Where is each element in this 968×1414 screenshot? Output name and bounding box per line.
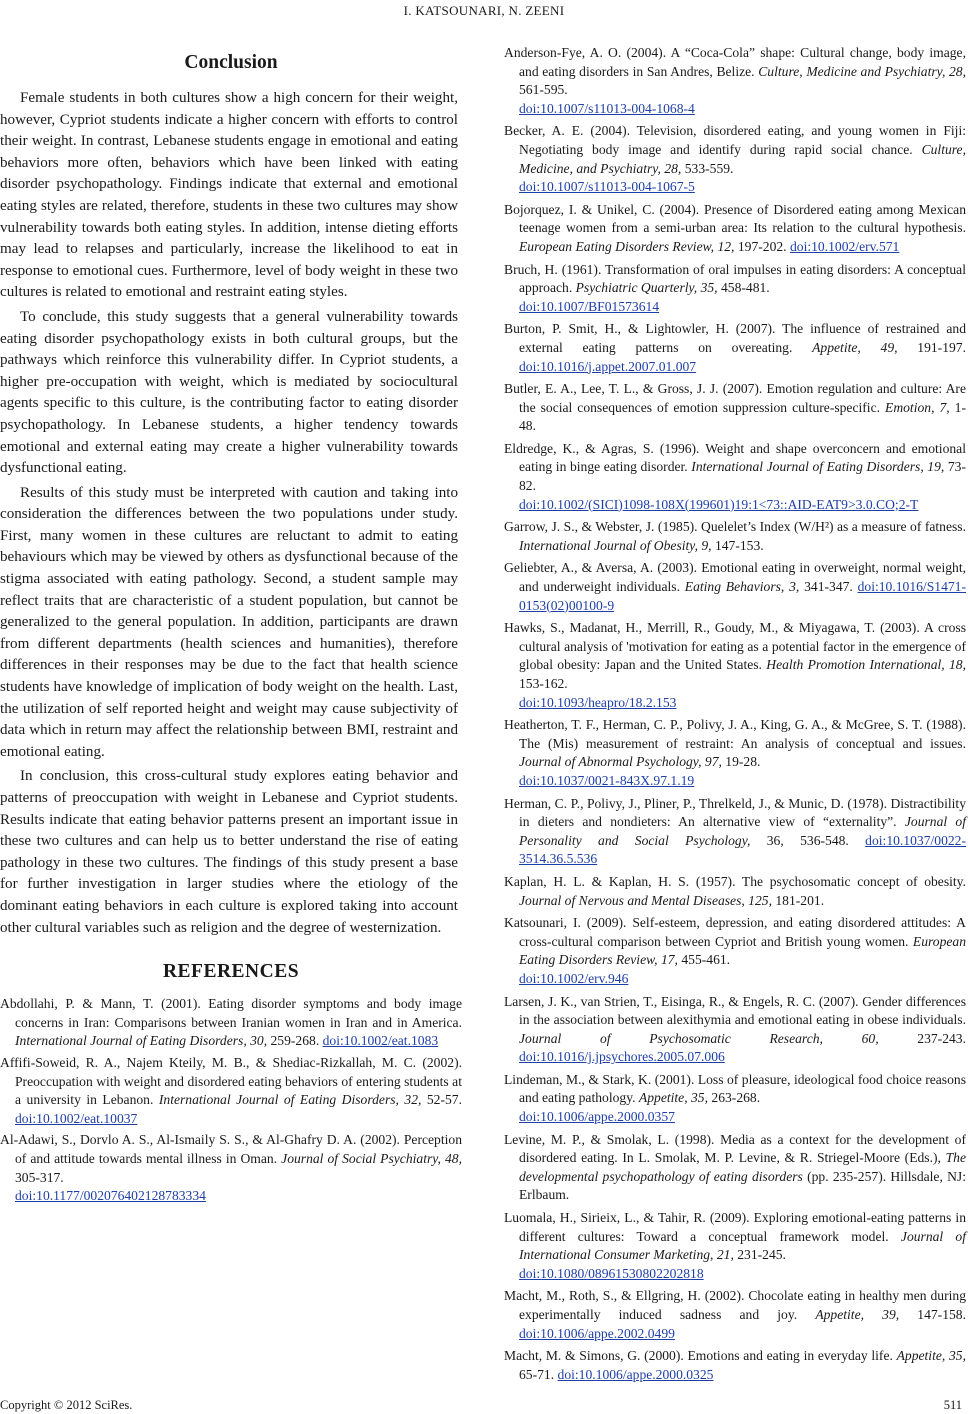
reference-item: Herman, C. P., Polivy, J., Pliner, P., Threlkeld, J., & Munic, D. (1978). Distractibility in dieters and nondieters: An alternative view of “externality”. Journal of Personality and Social Psychology, 36, 536-548. doi:10.1037/0022-3514.36.5.536 <box>504 795 966 867</box>
conclusion-paragraph-1: Female students in both cultures show a high concern for their weight, however, Cypriot students indicate a higher concern with efforts to control their weight. In contrast, Lebanese students engage in emotional and eating behaviors more often, behaviors which have been linked with eating disorder psychopathology. Findings indicate that external and emotional eating styles are related, therefore, students in these two cultures may show vulnerability towards both eating styles. In addition, intense dieting efforts may lead to relapses and particularly, increase the likelihood to eat in response to emotional cues. Furthermore, level of body weight in these two cultures is related to emotional and restraint eating styles. <box>0 90 458 301</box>
page-number: 511 <box>943 1398 962 1412</box>
doi-link[interactable]: doi:10.1007/BF01573614 <box>519 298 660 314</box>
running-head: I. KATSOUNARI, N. ZEENI <box>403 3 565 18</box>
doi-link[interactable]: doi:10.1006/appe.2000.0357 <box>519 1109 675 1125</box>
left-column <box>0 44 462 1209</box>
doi-link[interactable]: doi:10.1002/erv.571 <box>789 238 900 254</box>
reference-item: Hawks, S., Madanat, H., Merrill, R., Goudy, M., & Miyagawa, T. (2003). A cross cultural analysis of 'motivation for eating as a potential factor in the emergence of global obesity: Japan and the United States. Health Promotion International, 18, 153-162. doi:10.1093/heapro/18.2.153 <box>504 620 966 710</box>
conclusion-paragraph-2: To conclude, this study suggests that a general vulnerability towards eating disorder psychopathology exists in both cultural groups, but the pathways which reinforce this vulnerability differ. In Cypriot students, a higher pre-occupation with weight, which is mediated by sociocultural agents specific to this culture, is the contributing factor to eating disorder psychopathology. In Lebanese students, a higher tendency towards emotional and external eating may create a higher vulnerability towards dysfunctional eating. <box>0 308 458 477</box>
reference-item: Luomala, H., Sirieix, L., & Tahir, R. (2009). Exploring emotional-eating patterns in different cultures: Toward a conceptual framework model. Journal of International Consumer Marketing, 21, 231-245. doi:10.1080/08961530802202818 <box>504 1210 966 1281</box>
conclusion-title: Conclusion <box>184 52 278 73</box>
doi-link[interactable]: doi:10.1006/appe.2002.0499 <box>519 1325 675 1341</box>
conclusion-paragraph-4: In conclusion, this cross-cultural study explores eating behavior and patterns of preoccupation with weight in Lebanese and Cypriot students. Results indicate that eating behavior patterns present an important issue in these two cultures and can help us to better understand the rise of eating pathology in these two cultures. The findings of this study present a base for further investigation in larger studies where the etiology of the dominant eating behaviors in each culture is explored taking into account other cultural variables such as religion and the degree of westernization. <box>0 768 458 936</box>
conclusion-paragraph-3: Results of this study must be interpreted with caution and taking into consideration the differences between the two populations under study. First, many women in these cultures are reluctant to admit to eating behaviours which may be viewed by others as dysfunctional because of the stigma associated with eating pathology. Second, a student sample may reflect traits that are characteristic of a student population, but cannot be generalized to the general population. In addition, participants are drawn from different departments (health sciences and humanities), therefore differences in their responses may be due to the fact that health science students have knowledge of implication of body weight on the health. Last, the utilization of self reported height and weight may cause subjectivity of data which in return may affect the relationship between BMI, restraint and emotional eating. <box>0 484 458 760</box>
doi-link[interactable]: doi:10.1037/0022-3514.36.5.536 <box>519 832 966 867</box>
reference-item: Heatherton, T. F., Herman, C. P., Polivy, J. A., King, G. A., & McGree, S. T. (1988). The (Mis) measurement of restraint: An analysis of conceptual and issues. Journal of Abnormal Psychology, 97, 19-28. doi:10.1037/0021-843X.97.1.19 <box>504 717 966 788</box>
reference-item: Macht, M. & Simons, G. (2000). Emotions and eating in everyday life. Appetite, 35, 65-71. doi:10.1006/appe.2000.0325 <box>504 1348 966 1382</box>
doi-link[interactable]: doi:10.1002/eat.1083 <box>322 1033 439 1049</box>
doi-link[interactable]: doi:10.1016/j.appet.2007.01.007 <box>519 358 697 374</box>
doi-link[interactable]: doi:10.1177/002076402128783334 <box>15 1188 206 1204</box>
references-left-list <box>0 995 462 1206</box>
reference-item: Burton, P. Smit, H., & Lightowler, H. (2007). The influence of restrained and external eating patterns on overeating. Appetite, 49, 191-197. doi:10.1016/j.appet.2007.01.007 <box>504 321 966 374</box>
doi-link[interactable]: doi:10.1002/(SICI)1098-108X(199601)19:1<73::AID-EAT9>3.0.CO;2-T <box>519 496 919 512</box>
reference-item: Garrow, J. S., & Webster, J. (1985). Quelelet’s Index (W/H²) as a measure of fatness. International Journal of Obesity, 9, 147-153. <box>504 519 966 553</box>
doi-link[interactable]: doi:10.1002/eat.10037 <box>15 1110 138 1126</box>
reference-item: Macht, M., Roth, S., & Ellgring, H. (2002). Chocolate eating in healthy men during experimentally induced sadness and joy. Appetite, 39, 147-158. doi:10.1006/appe.2002.0499 <box>504 1288 966 1341</box>
doi-link[interactable]: doi:10.1007/s11013-004-1067-5 <box>519 179 695 195</box>
doi-link[interactable]: doi:10.1093/heapro/18.2.153 <box>519 694 677 710</box>
doi-link[interactable]: doi:10.1007/s11013-004-1068-4 <box>519 100 695 116</box>
reference-item: Affifi-Soweid, R. A., Najem Kteily, M. B., & Shediac-Rizkallah, M. C. (2002). Preoccupation with weight and disordered eating behaviors of entering students at a university in Lebanon. International Journal of Eating Disorders, 32, 52-57. doi:10.1002/eat.10037 <box>0 1054 463 1126</box>
reference-item: Geliebter, A., & Aversa, A. (2003). Emotional eating in overweight, normal weight, and underweight individuals. Eating Behaviors, 3, 341-347. doi:10.1016/S1471-0153(02)00100-9 <box>504 560 966 613</box>
doi-link[interactable]: doi:10.1037/0021-843X.97.1.19 <box>519 772 695 788</box>
references-title: REFERENCES <box>162 961 300 983</box>
right-column <box>504 44 966 1388</box>
reference-item: Kaplan, H. L. & Kaplan, H. S. (1957). The psychosomatic concept of obesity. Journal of Nervous and Mental Diseases, 125, 181-201. <box>504 873 966 908</box>
copyright-footer: Copyright © 2012 SciRes. <box>0 1398 133 1412</box>
reference-item: Butler, E. A., Lee, T. L., & Gross, J. J. (2007). Emotion regulation and culture: Are the social consequences of emotion suppression culture-specific. Emotion, 7, 1-48. <box>504 381 966 434</box>
references-right-list <box>504 44 966 1384</box>
doi-link[interactable]: doi:10.1016/j.jpsychores.2005.07.006 <box>519 1049 725 1065</box>
doi-link[interactable]: doi:10.1002/erv.946 <box>519 970 629 986</box>
doi-link[interactable]: doi:10.1006/appe.2000.0325 <box>557 1366 714 1382</box>
reference-item: Eldredge, K., & Agras, S. (1996). Weight and shape overconcern and emotional eating in binge eating disorder. International Journal of Eating Disorders, 19, 73-82. doi:10.1002/(SICI)1098-108X(199601)19:1<73::AID-EAT9>3.0.CO;2-T <box>504 440 967 512</box>
reference-item: Levine, M. P., & Smolak, L. (1998). Media as a context for the development of disordered eating. In L. Smolak, M. P. Levine, & R. Striegel-Moore (Eds.), The developmental psychopathology of eating disorders (pp. 235-257). Hillsdale, NJ: Erlbaum. <box>504 1131 966 1203</box>
reference-item: Larsen, J. K., van Strien, T., Eisinga, R., & Engels, R. C. (2007). Gender differences in the association between alexithymia and emotional eating in obese individuals. Journal of Psychosomatic Research, 60, 237-243. doi:10.1016/j.jpsychores.2005.07.006 <box>504 993 966 1065</box>
reference-item: Anderson-Fye, A. O. (2004). A “Coca-Cola” shape: Cultural change, body image, and eating disorders in San Andres, Belize. Culture, Medicine and Psychiatry, 28, 561-595. doi:10.1007/s11013-004-1068-4 <box>504 45 966 116</box>
reference-item: Katsounari, I. (2009). Self-esteem, depression, and eating disordered attitudes: A cross-cultural comparison between Cypriot and British young women. European Eating Disorders Review, 17, 455-461. doi:10.1002/erv.946 <box>504 915 966 986</box>
reference-item: Lindeman, M., & Stark, K. (2001). Loss of pleasure, ideological food choice reasons and eating pathology. Appetite, 35, 263-268. doi:10.1006/appe.2000.0357 <box>504 1071 966 1125</box>
reference-item: Becker, A. E. (2004). Television, disordered eating, and young women in Fiji: Negotiating body image and identify during rapid social chance. Culture, Medicine, and Psychiatry, 28, 533-559. doi:10.1007/s11013-004-1067-5 <box>504 123 966 195</box>
reference-item: Abdollahi, P. & Mann, T. (2001). Eating disorder symptoms and body image concerns in Iran: Comparisons between Iranian women in Iran and in America. International Journal of Eating Disorders, 30, 259-268. doi:10.1002/eat.1083 <box>0 996 462 1049</box>
reference-item: Bojorquez, I. & Unikel, C. (2004). Presence of Disordered eating among Mexican teenage women from a semi-urban area: Its relation to the cultural hypothesis. European Eating Disorders Review, 12, 197-202. doi:10.1002/erv.571 <box>504 201 966 254</box>
reference-item: Al-Adawi, S., Dorvlo A. S., Al-Ismaily S. S., & Al-Ghafry D. A. (2002). Perception of and attitude towards mental illness in Oman. Journal of Social Psychiatry, 48, 305-317. doi:10.1177/002076402128783334 <box>0 1132 462 1204</box>
doi-link[interactable]: doi:10.1080/08961530802202818 <box>519 1265 704 1281</box>
reference-item: Bruch, H. (1961). Transformation of oral impulses in eating disorders: A conceptual approach. Psychiatric Quarterly, 35, 458-481. doi:10.1007/BF01573614 <box>504 261 966 314</box>
doi-link[interactable]: doi:10.1016/S1471-0153(02)00100-9 <box>519 579 966 613</box>
